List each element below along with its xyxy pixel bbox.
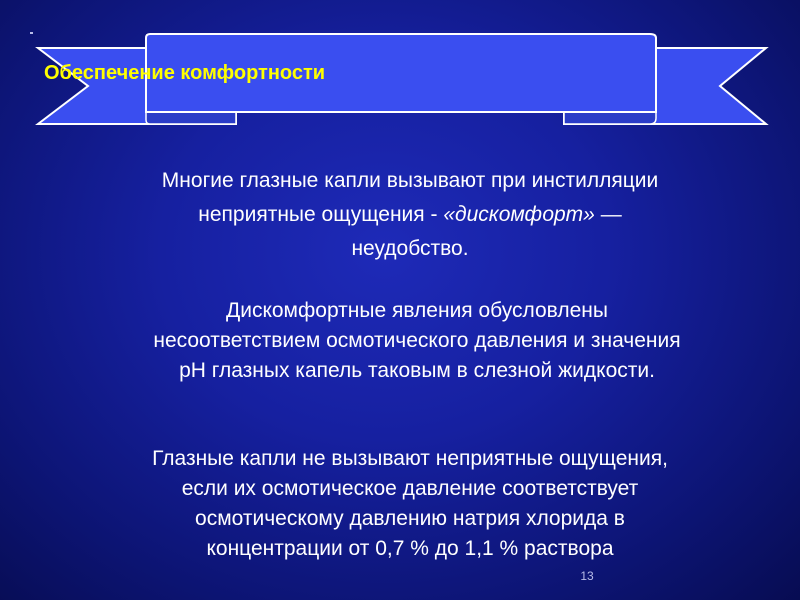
p1-line-1: Многие глазные капли вызывают при инстилляции bbox=[161, 169, 659, 192]
p2-line-1: Дискомфортные явления обусловлены bbox=[226, 299, 608, 322]
banner-title: Обеспечение комфортности bbox=[44, 62, 326, 84]
slide-number: 13 bbox=[580, 569, 594, 583]
p2-line-2: несоответствием осмотического давления и значения bbox=[153, 329, 681, 352]
p2-line-3: рН глазных капель таковым в слезной жидкости. bbox=[179, 359, 655, 382]
p1-line-3: неудобство. bbox=[351, 237, 469, 260]
ribbon-right-fold bbox=[564, 112, 656, 124]
p3-line-3: осмотическому давлению натрия хлорида в bbox=[195, 507, 625, 530]
ribbon-left-fold bbox=[146, 112, 236, 124]
paragraph-osmotic-condition bbox=[60, 444, 760, 564]
p3-line-1: Глазные капли не вызывают неприятные ощущения, bbox=[152, 447, 668, 470]
paragraph-discomfort-causes bbox=[72, 296, 762, 386]
corner-mark bbox=[30, 32, 33, 34]
p1-line-2-end: — bbox=[594, 203, 622, 226]
paragraph-discomfort-intro bbox=[40, 164, 780, 266]
p3-line-4: концентрации от 0,7 % до 1,1 % раствора bbox=[206, 537, 614, 560]
p3-line-2: если их осмотическое давление соответствует bbox=[181, 477, 639, 500]
p1-line-2-start: неприятные ощущения - bbox=[198, 203, 444, 226]
p1-emphasis: «дискомфорт» bbox=[443, 203, 595, 226]
